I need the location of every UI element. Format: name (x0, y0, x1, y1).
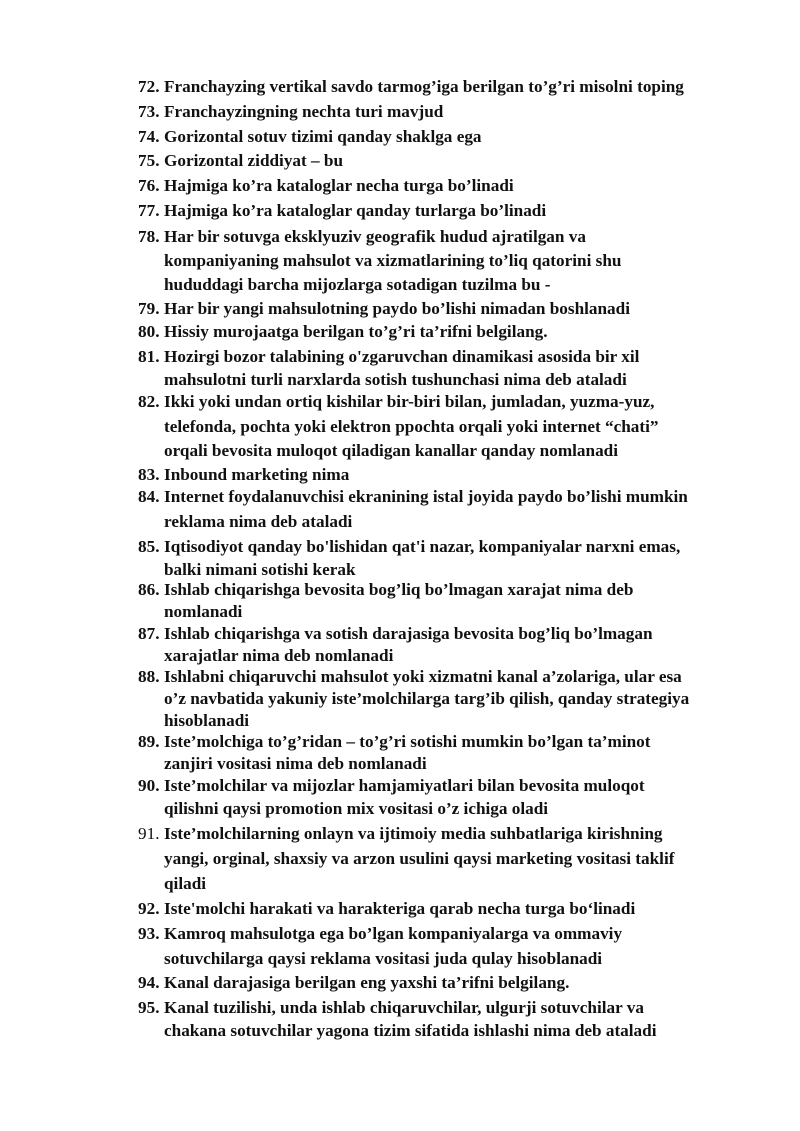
question-number: 82. (138, 392, 160, 411)
question-text-line: chakana sotuvchilar yagona tizim sifatida ishlashi nima deb ataladi (164, 1021, 657, 1040)
question-text-line: qilishni qaysi promotion mix vositasi o’z ichiga oladi (164, 799, 549, 818)
question-number: 87. (138, 624, 160, 643)
question-number: 75. (138, 151, 160, 170)
question-number: 84. (138, 487, 160, 506)
question-text-line: nomlanadi (164, 602, 243, 621)
question-number: 93. (138, 924, 160, 943)
question-text-line: Ishlab chiqarishga bevosita bog’liq bo’lmagan xarajat nima deb (164, 580, 634, 599)
question-text-line: Iqtisodiyot qanday bo'lishidan qat'i nazar, kompaniyalar narxni emas, (164, 537, 681, 556)
question-text-line: Hajmiga ko’ra kataloglar necha turga bo’linadi (164, 176, 514, 195)
question-text-line: hududdagi barcha mijozlarga sotadigan tuzilma bu - (164, 275, 551, 294)
question-number: 86. (138, 580, 160, 599)
question-text-line: Iste’molchilar va mijozlar hamjamiyatlari bilan bevosita muloqot (164, 776, 645, 795)
question-number: 78. (138, 227, 160, 246)
question-text-line: Franchayzingning nechta turi mavjud (164, 102, 444, 121)
question-text-line: Har bir yangi mahsulotning paydo bo’lishi nimadan boshlanadi (164, 299, 630, 318)
question-number: 83. (138, 465, 160, 484)
question-text-line: Internet foydalanuvchisi ekranining istal joyida paydo bo’lishi mumkin (164, 487, 688, 506)
question-number: 94. (138, 973, 160, 992)
question-text-line: orqali bevosita muloqot qiladigan kanallar qanday nomlanadi (164, 441, 619, 460)
question-number: 73. (138, 102, 160, 121)
question-number: 95. (138, 998, 160, 1017)
question-text-line: telefonda, pochta yoki elektron ppochta orqali yoki internet “chati” (164, 417, 659, 436)
question-text-line: Iste’molchilarning onlayn va ijtimoiy media suhbatlariga kirishning (164, 824, 663, 843)
question-text-line: Hissiy murojaatga berilgan to’g’ri ta’rifni belgilang. (164, 322, 548, 341)
question-text-line: Hozirgi bozor talabining o'zgaruvchan dinamikasi asosida bir xil (164, 347, 640, 366)
question-text-line: balki nimani sotishi kerak (164, 560, 356, 579)
question-number: 89. (138, 732, 160, 751)
question-text-line: Ishlabni chiqaruvchi mahsulot yoki xizmatni kanal a’zolariga, ular esa (164, 667, 682, 686)
question-text-line: hisoblanadi (164, 711, 250, 730)
question-text-line: o’z navbatida yakuniy iste’molchilarga targ’ib qilish, qanday strategiya (164, 689, 690, 708)
question-number: 90. (138, 776, 160, 795)
question-text-line: Franchayzing vertikal savdo tarmog’iga berilgan to’g’ri misolni toping (164, 77, 684, 96)
question-text-line: Kanal darajasiga berilgan eng yaxshi ta’rifni belgilang. (164, 973, 570, 992)
question-number: 81. (138, 347, 160, 366)
question-text-line: Iste’molchiga to’g’ridan – to’g’ri sotishi mumkin bo’lgan ta’minot (164, 732, 651, 751)
question-text-line: kompaniyaning mahsulot va xizmatlarining to’liq qatorini shu (164, 251, 622, 270)
question-text-line: Hajmiga ko’ra kataloglar qanday turlarga bo’linadi (164, 201, 547, 220)
question-text-line: Gorizontal sotuv tizimi qanday shaklga ega (164, 127, 482, 146)
question-text-line: zanjiri vositasi nima deb nomlanadi (164, 754, 427, 773)
question-text-line: Kanal tuzilishi, unda ishlab chiqaruvchilar, ulgurji sotuvchilar va (164, 998, 644, 1017)
question-text-line: reklama nima deb ataladi (164, 512, 353, 531)
question-number: 76. (138, 176, 160, 195)
question-number: 77. (138, 201, 160, 220)
question-number: 91. (138, 824, 160, 843)
question-text-line: yangi, orginal, shaxsiy va arzon usulini qaysi marketing vositasi taklif (164, 849, 675, 868)
question-text-line: Ikki yoki undan ortiq kishilar bir-biri bilan, jumladan, yuzma-yuz, (164, 392, 655, 411)
question-text-line: Har bir sotuvga eksklyuziv geografik hudud ajratilgan va (164, 227, 586, 246)
question-text-line: Gorizontal ziddiyat – bu (164, 151, 344, 170)
question-number: 72. (138, 77, 160, 96)
question-number: 85. (138, 537, 160, 556)
question-number: 80. (138, 322, 160, 341)
question-text-line: Inbound marketing nima (164, 465, 350, 484)
question-number: 79. (138, 299, 160, 318)
question-text-line: sotuvchilarga qaysi reklama vositasi juda qulay hisoblanadi (164, 949, 603, 968)
question-text-line: qiladi (164, 874, 207, 893)
question-text-line: Iste'molchi harakati va harakteriga qarab necha turga bo‘linadi (164, 899, 636, 918)
question-text-line: mahsulotni turli narxlarda sotish tushunchasi nima deb ataladi (164, 370, 627, 389)
question-text-line: Ishlab chiqarishga va sotish darajasiga bevosita bog’liq bo’lmagan (164, 624, 653, 643)
question-text-line: Kamroq mahsulotga ega bo’lgan kompaniyalarga va ommaviy (164, 924, 623, 943)
question-number: 74. (138, 127, 160, 146)
question-number: 92. (138, 899, 160, 918)
question-number: 88. (138, 667, 160, 686)
question-text-line: xarajatlar nima deb nomlanadi (164, 646, 394, 665)
